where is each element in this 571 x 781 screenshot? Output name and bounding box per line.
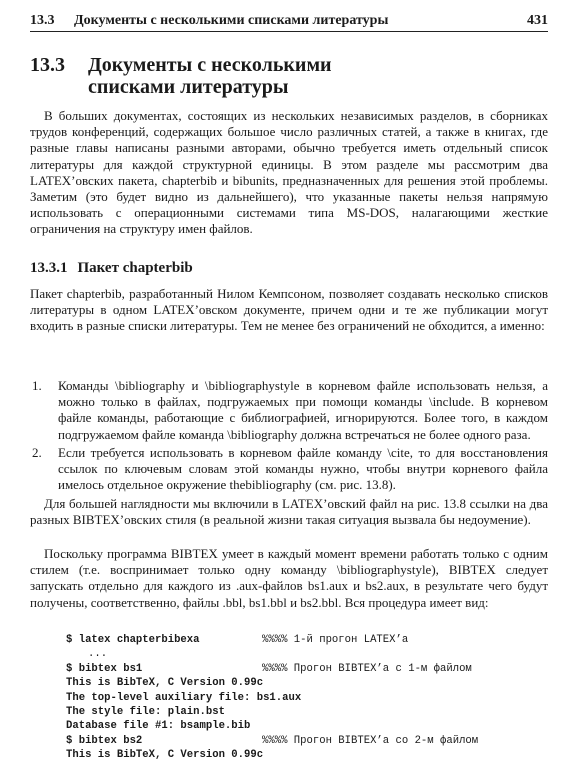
list-item-text: Команды \bibliography и \bibliographystyle в корневом файле использовать нельзя, а можно только в файлах, подгружаемых при помощи команды \include. В корневом файле команды, работающие с библиографией, игнорируются. Более того, в каждом подгружаемом файле команда \bibliography должна встречаться не более одного раза.	[58, 378, 548, 442]
code-ellipsis: ...	[88, 648, 108, 661]
subsection-title: Пакет chapterbib	[77, 260, 193, 276]
code-command: $ bibtex bs2	[66, 734, 143, 747]
running-header	[30, 11, 548, 32]
code-output: The style file: plain.bst	[66, 705, 225, 718]
code-line	[66, 662, 536, 676]
code-line	[66, 734, 536, 748]
list-item-number: 2.	[32, 444, 42, 460]
restrictions-list	[30, 378, 548, 495]
list-item-text: Если требуется использовать в корневом файле команду \cite, то для восстановления ссылок по ключевым словам этой команды нужно, чтобы внутри корневого файла имелось отдельное окружение thebibliography (см. рис. 13.8).	[58, 444, 548, 493]
code-command: $ latex chapterbibexa	[66, 634, 200, 646]
page-number: 431	[527, 13, 548, 28]
code-line	[66, 633, 536, 647]
code-output: The top-level auxiliary file: bs1.aux	[66, 691, 302, 704]
code-output: This is BibTeX, C Version 0.99c	[66, 749, 264, 762]
header-section-number: 13.3	[30, 13, 55, 28]
section-title	[88, 54, 332, 98]
list-item	[30, 445, 548, 494]
subsection-heading	[30, 260, 193, 277]
section-number: 13.3	[30, 54, 65, 76]
code-output: Database file #1: bsample.bib	[66, 720, 251, 733]
code-output: This is BibTeX, C Version 0.99c	[66, 677, 264, 690]
procedure-paragraph: Поскольку программа BIBTEX умеет в каждый момент времени работать только с одним стилем (т.е. воспринимает только одну команду \bibliographystyle), BIBTEX следует запускать отдельно для каждого из .aux-файлов bs1.aux и bs2.aux, в результате чего будут получены, соответственно, файлы .bbl, bs1.bbl и bs2.bbl. Вся процедура имеет вид:	[30, 546, 548, 610]
list-item	[30, 378, 548, 443]
list-item-number: 1.	[32, 378, 42, 393]
chapterbib-paragraph: Пакет chapterbib, разработанный Нилом Кемпсоном, позволяет создавать несколько списков литературы в одном LATEX’овском документе, причем одни и те же публикации могут входить в разные списки литературы. Тем не менее без ограничений не обходится, а именно:	[30, 286, 548, 334]
subsection-number: 13.3.1	[30, 260, 68, 276]
code-listing	[66, 633, 536, 763]
section-title-line1: Документы с несколькими	[88, 54, 332, 76]
section-heading	[30, 54, 548, 98]
header-title: Документы с несколькими списками литературы	[74, 13, 389, 28]
code-command: $ bibtex bs1	[66, 662, 143, 675]
code-comment: %%%% Прогон BIBTEX’а со 2-м файлом	[262, 734, 479, 747]
code-comment: %%%% Прогон BIBTEX’а с 1-м файлом	[262, 662, 472, 675]
clarity-paragraph: Для большей наглядности мы включили в LATEX’овский файл на рис. 13.8 ссылки на два разных BIBTEX’овских стиля (в реальной жизни такая ситуация вызвала бы недоумение).	[30, 496, 548, 528]
section-title-line2: списками литературы	[88, 76, 289, 98]
code-comment: %%%% 1-й прогон LATEX’а	[262, 634, 409, 646]
intro-paragraph: В больших документах, состоящих из нескольких независимых разделов, в сборниках трудов конференций, содержащих большое число различных статей, а также в книгах, где разные главы написаны разными авторами, обычно требуется иметь отдельный список литературы для каждой структурной единицы. В этом разделе мы рассмотрим два LATEX’овских пакета, chapterbib и bibunits, предназначенных для решения этой проблемы. Заметим (это будет видно из дальнейшего), что указанные пакеты нельзя напрямую использовать с операционными системами типа MS-DOS, налагающими жесткие ограничения на структуру имен файлов.	[30, 108, 548, 237]
